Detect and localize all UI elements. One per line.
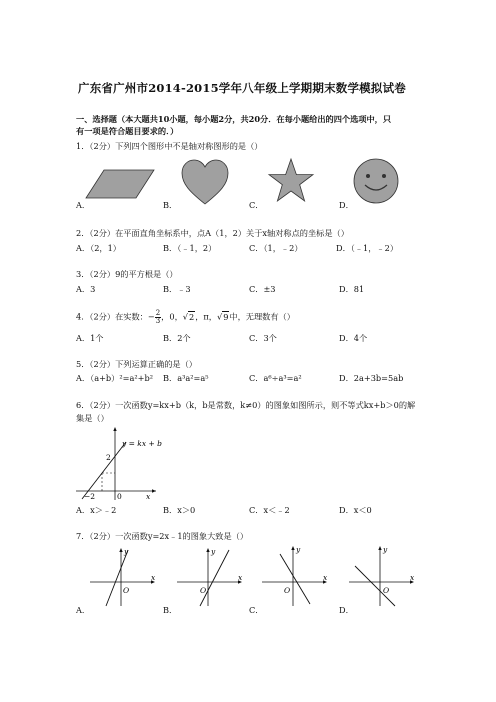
q7d-x-label: x (410, 573, 415, 582)
q1-figure-parallelogram (86, 168, 156, 200)
q4-option-c: C．3个 (249, 333, 277, 343)
q7-graph-c (260, 542, 336, 608)
q6-graph (74, 424, 164, 504)
q4-stem-post: 中，无理数有（） (229, 311, 295, 322)
q7-stem: 7．（2分）一次函数y=2x﹣1的图象大致是（） (76, 531, 249, 541)
q1-option-b: B． (163, 200, 178, 210)
page-title: 广东省广州市2014-2015学年八年级上学期期末数学模拟试卷 (78, 81, 406, 95)
q1-option-c: C． (249, 200, 264, 210)
q7-graph-d (347, 542, 423, 608)
q4-frac-den: 3 (155, 317, 161, 325)
q5-option-a: A．（a+b）²=a²+b² (76, 373, 154, 383)
section-heading-line2: 有一项是符合题目要求的．） (76, 126, 179, 136)
q7c-origin: O (284, 586, 291, 595)
q7b-origin: O (200, 586, 207, 595)
q4-sqrt2-symbol: √ (216, 311, 223, 322)
q5-stem: 5．（2分）下列运算正确的是（） (76, 359, 197, 369)
section-heading-line1: 一、选择题（本大题共10小题，每小题2分，共20分．在每小题给出的四个选项中，只 (76, 114, 392, 124)
q7-option-a: A． (76, 605, 91, 615)
q7a-y-label: y (124, 547, 129, 556)
q7-graph-a (88, 544, 164, 608)
q2-option-d: D．（﹣1，﹣2） (336, 243, 399, 253)
q2-option-b: B．（﹣1，2） (163, 243, 217, 253)
q2-option-c: C．（1，﹣2） (249, 243, 303, 253)
q7-graph-b (175, 544, 251, 608)
q7c-x-label: x (323, 573, 328, 582)
q1-option-a: A． (76, 200, 91, 210)
q4-sep1: ，0， (161, 311, 183, 322)
q3-stem: 3．（2分）9的平方根是（） (76, 269, 178, 279)
q4-sep2: ，π， (195, 311, 217, 322)
q7b-x-label: x (238, 573, 243, 582)
q2-stem: 2．（2分）在平面直角坐标系中，点A（1，2）关于x轴对称点的坐标是（） (76, 228, 349, 238)
q3-option-c: C．±3 (249, 284, 276, 294)
q7d-y-label: y (383, 545, 388, 554)
q4-stem (76, 310, 295, 325)
q7-option-d: D． (339, 605, 354, 615)
q6-stem-line2: 集是（） (76, 413, 109, 423)
q6-option-a: A．x＞﹣2 (76, 505, 117, 515)
q1-figure-heart (180, 158, 230, 208)
q4-frac-num: 2 (155, 309, 161, 317)
q6-func-label: y = kx + b (122, 439, 162, 448)
q7-option-b: B． (163, 605, 178, 615)
q4-option-b: B．2个 (163, 333, 191, 343)
q5-option-d: D．2a+3b=5ab (339, 373, 404, 383)
q1-option-d: D． (339, 200, 354, 210)
q4-option-a: A．1个 (76, 333, 104, 343)
q1-figure-smiley (352, 157, 400, 205)
q7b-y-label: y (211, 547, 216, 556)
q6-x-label: x (146, 492, 151, 501)
q3-option-b: B．﹣3 (163, 284, 191, 294)
q5-option-b: B．a³a²=a⁵ (163, 373, 209, 383)
q1-stem: 1．（2分）下列四个图形中不是轴对称图形的是（） (76, 141, 263, 151)
q4-stem-pre: 4．（2分）在实数： (76, 311, 148, 322)
q6-option-b: B．x＞0 (163, 505, 196, 515)
q4-sqrt1-symbol: √ (182, 311, 188, 322)
q7-option-c: C． (249, 605, 264, 615)
q3-option-a: A．3 (76, 284, 96, 294)
q7a-origin: O (123, 586, 130, 595)
q6-origin: 0 (117, 492, 122, 501)
q3-option-d: D．81 (339, 284, 365, 294)
q6-x-tick-neg: −2 (84, 492, 96, 501)
q5-option-c: C．a⁶÷a³=a² (249, 373, 302, 383)
q4-minus: − (147, 311, 155, 322)
q4-sqrt1: 2 (188, 311, 195, 322)
q6-option-d: D．x＜0 (339, 505, 372, 515)
q2-option-a: A．（2，1） (76, 243, 121, 253)
q4-sqrt2: 9 (223, 311, 229, 322)
q6-option-c: C．x＜﹣2 (249, 505, 290, 515)
q7a-x-label: x (151, 573, 156, 582)
q4-option-d: D．4个 (339, 333, 368, 343)
q7c-y-label: y (296, 545, 301, 554)
q6-stem-line1: 6．（2分）一次函数y=kx+b（k，b是常数，k≠0）的图象如图所示，则不等式kx+b＞0的解 (76, 400, 416, 410)
q6-y-tick: 2 (106, 453, 111, 462)
q7d-origin: O (383, 586, 390, 595)
q1-figure-star (268, 158, 314, 204)
